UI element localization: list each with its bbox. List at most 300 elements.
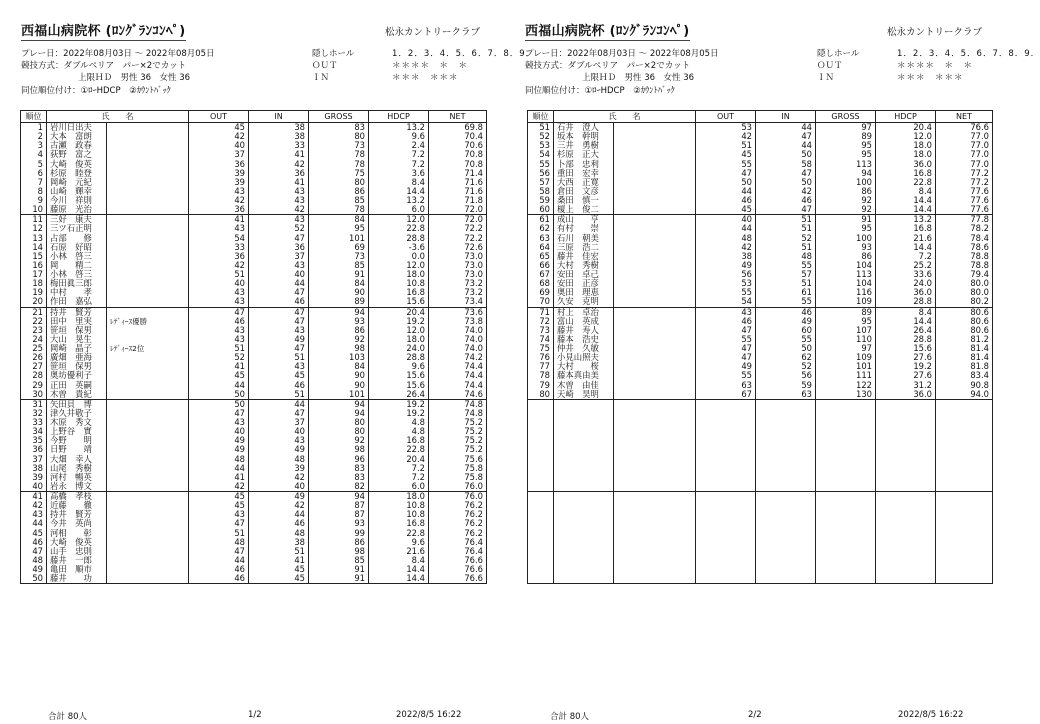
header-net: NET [429, 111, 487, 123]
row-name: 持井 賢芳 [47, 510, 107, 519]
row-net: 81.4 [936, 353, 993, 362]
row-hdcp [876, 464, 936, 473]
row-rank: 58 [528, 187, 554, 196]
row-out: 46 [696, 196, 756, 205]
row-rank: 39 [21, 473, 47, 482]
row-hdcp: 36.0 [876, 160, 936, 169]
row-out: 51 [189, 270, 249, 279]
row-name: 三原 浩二 [554, 243, 614, 252]
row-hdcp: 16.8 [369, 519, 429, 528]
row-hdcp: 10.8 [369, 510, 429, 519]
row-out: 40 [189, 141, 249, 150]
row-net: 94.0 [936, 390, 993, 400]
row-hdcp [876, 547, 936, 556]
handicap-limit: 上限ＨＤ 男性 36 女性 36 [78, 73, 191, 83]
row-note [107, 371, 189, 380]
row-note [614, 565, 696, 574]
row-name: 奥田 理恵 [554, 288, 614, 297]
row-note [614, 390, 696, 400]
row-out: 54 [696, 297, 756, 307]
row-hdcp [876, 491, 936, 501]
row-net [936, 418, 993, 427]
row-gross: 91 [309, 565, 369, 574]
hidden-holes-in-label: ＩＮ [817, 73, 835, 83]
row-note [614, 454, 696, 463]
row-out: 47 [189, 519, 249, 528]
row-in: 47 [249, 307, 309, 317]
row-gross: 78 [309, 160, 369, 169]
row-out [696, 473, 756, 482]
row-rank: 62 [528, 224, 554, 233]
row-name [554, 482, 614, 492]
row-net: 74.8 [429, 399, 487, 409]
row-rank: 33 [21, 418, 47, 427]
row-net: 81.8 [936, 362, 993, 371]
row-hdcp [876, 454, 936, 463]
row-gross: 69 [309, 243, 369, 252]
row-rank [528, 556, 554, 565]
row-note [614, 160, 696, 169]
row-note [107, 510, 189, 519]
row-hdcp: 9.6 [369, 538, 429, 547]
row-rank: 51 [528, 123, 554, 133]
table-row [528, 574, 993, 584]
row-gross: 109 [816, 297, 876, 307]
row-net [936, 454, 993, 463]
row-rank: 61 [528, 215, 554, 225]
row-note [107, 362, 189, 371]
row-gross: 94 [309, 307, 369, 317]
row-name: 有村 崇 [554, 224, 614, 233]
row-name: 大山 晃生 [47, 335, 107, 344]
row-net: 70.6 [429, 141, 487, 150]
row-hdcp: 14.4 [876, 317, 936, 326]
row-gross: 98 [309, 547, 369, 556]
row-out: 47 [696, 344, 756, 353]
row-out [696, 464, 756, 473]
row-gross: 104 [816, 261, 876, 270]
row-out: 54 [189, 234, 249, 243]
row-in: 36 [249, 169, 309, 178]
row-out: 43 [189, 224, 249, 233]
row-out: 38 [696, 252, 756, 261]
row-name [554, 565, 614, 574]
row-gross: 80 [309, 132, 369, 141]
row-net: 74.4 [429, 381, 487, 390]
header-out: OUT [189, 111, 249, 123]
hidden-holes-out-label: ＯＵＴ [312, 61, 338, 71]
row-hdcp: 12.0 [369, 326, 429, 335]
row-gross: 94 [309, 492, 369, 502]
row-net: 73.0 [429, 252, 487, 261]
hidden-holes-out-marks: ＊＊＊＊ ＊ ＊ [897, 61, 974, 71]
row-note [614, 409, 696, 418]
row-in: 44 [249, 279, 309, 288]
row-out: 46 [696, 317, 756, 326]
row-out: 40 [189, 427, 249, 436]
table-row [528, 547, 993, 556]
row-net: 74.0 [429, 344, 487, 353]
row-out: 53 [696, 123, 756, 133]
header-rank: 順位 [528, 111, 554, 123]
row-note [107, 196, 189, 205]
row-gross [816, 501, 876, 510]
row-gross: 91 [309, 270, 369, 279]
row-rank: 16 [21, 261, 47, 270]
row-gross: 73 [309, 141, 369, 150]
row-net: 76.0 [429, 492, 487, 502]
row-name: 奥坊優利子 [47, 371, 107, 380]
row-in: 55 [756, 335, 816, 344]
row-out: 36 [189, 252, 249, 261]
row-hdcp: 19.2 [876, 362, 936, 371]
row-name: 作田 嘉弘 [47, 297, 107, 307]
row-name: 大村 秀樹 [554, 261, 614, 270]
row-note [614, 196, 696, 205]
row-note [614, 501, 696, 510]
row-name [554, 491, 614, 501]
table-row [528, 427, 993, 436]
row-gross [816, 565, 876, 574]
row-hdcp: 13.2 [369, 196, 429, 205]
row-name: 村上 卓治 [554, 307, 614, 317]
row-hdcp: 15.6 [369, 371, 429, 380]
row-net: 77.0 [936, 150, 993, 159]
row-out: 49 [189, 436, 249, 445]
row-in: 38 [249, 132, 309, 141]
row-in: 48 [249, 529, 309, 538]
row-gross: 116 [816, 288, 876, 297]
row-rank: 65 [528, 252, 554, 261]
row-rank: 80 [528, 390, 554, 400]
row-net [936, 510, 993, 519]
row-name: 大崎 俊英 [47, 538, 107, 547]
row-rank: 12 [21, 224, 47, 233]
row-gross [816, 482, 876, 492]
row-hdcp [876, 537, 936, 546]
row-gross: 85 [309, 556, 369, 565]
row-name: 古瀬 政春 [47, 141, 107, 150]
row-name: 岩永 博文 [47, 482, 107, 492]
row-rank: 73 [528, 326, 554, 335]
row-note [107, 335, 189, 344]
row-out [696, 519, 756, 528]
row-gross: 82 [309, 482, 369, 492]
row-name: 杉原 正大 [554, 150, 614, 159]
row-net: 73.0 [429, 261, 487, 270]
row-name: 今川 祥則 [47, 196, 107, 205]
row-name: 中村 孝 [47, 288, 107, 297]
row-hdcp: 9.6 [369, 132, 429, 141]
row-in: 62 [756, 353, 816, 362]
row-rank [528, 491, 554, 501]
table-row [528, 482, 993, 492]
row-out: 67 [696, 390, 756, 400]
row-gross: 90 [309, 381, 369, 390]
row-gross: 103 [309, 353, 369, 362]
row-out [696, 436, 756, 445]
row-name: 石原 好昭 [47, 243, 107, 252]
row-gross: 130 [816, 390, 876, 400]
row-name: 倉田 文彦 [554, 187, 614, 196]
row-in: 36 [249, 243, 309, 252]
row-in: 45 [249, 371, 309, 380]
row-gross [816, 537, 876, 546]
row-hdcp: 28.8 [369, 353, 429, 362]
row-note [107, 150, 189, 159]
row-rank: 66 [528, 261, 554, 270]
row-in: 44 [249, 399, 309, 409]
row-gross: 98 [309, 344, 369, 353]
row-rank [528, 427, 554, 436]
row-rank [528, 436, 554, 445]
row-hdcp: 22.8 [369, 529, 429, 538]
row-out: 43 [189, 335, 249, 344]
row-hdcp: 12.0 [369, 215, 429, 225]
row-net: 70.4 [429, 132, 487, 141]
row-out [696, 547, 756, 556]
row-gross: 98 [309, 445, 369, 454]
row-name [554, 501, 614, 510]
row-note [107, 473, 189, 482]
row-rank: 26 [21, 353, 47, 362]
row-out: 44 [189, 556, 249, 565]
row-gross: 73 [309, 252, 369, 261]
row-note [107, 418, 189, 427]
row-rank: 74 [528, 335, 554, 344]
row-hdcp: 28.8 [876, 335, 936, 344]
table-header-row [528, 111, 993, 123]
row-net: 78.6 [936, 243, 993, 252]
row-in: 43 [249, 196, 309, 205]
row-gross: 86 [309, 538, 369, 547]
row-net: 79.4 [936, 270, 993, 279]
row-in: 40 [249, 427, 309, 436]
row-rank [528, 510, 554, 519]
row-hdcp: 15.6 [369, 297, 429, 307]
row-in: 33 [249, 141, 309, 150]
row-out: 50 [189, 399, 249, 409]
row-gross [816, 574, 876, 584]
row-out: 52 [189, 353, 249, 362]
row-in: 55 [756, 261, 816, 270]
row-note [614, 399, 696, 409]
row-in [756, 501, 816, 510]
row-gross [816, 464, 876, 473]
row-name: 木曽 由佳 [554, 381, 614, 390]
row-in: 40 [249, 270, 309, 279]
row-net: 76.0 [429, 482, 487, 492]
row-in: 50 [756, 344, 816, 353]
row-name: 藤井 佳宏 [554, 252, 614, 261]
row-name [554, 436, 614, 445]
row-out: 55 [696, 335, 756, 344]
row-note [614, 234, 696, 243]
row-hdcp: 18.0 [369, 270, 429, 279]
row-in: 46 [249, 519, 309, 528]
row-note [107, 455, 189, 464]
row-net: 80.0 [936, 288, 993, 297]
row-gross: 89 [816, 307, 876, 317]
row-gross: 85 [309, 196, 369, 205]
row-net: 76.2 [429, 510, 487, 519]
row-rank [528, 537, 554, 546]
row-rank: 36 [21, 445, 47, 454]
row-in: 47 [249, 234, 309, 243]
row-net: 72.6 [429, 243, 487, 252]
row-out: 42 [696, 243, 756, 252]
row-rank [528, 547, 554, 556]
row-gross [816, 510, 876, 519]
row-net: 77.0 [936, 160, 993, 169]
row-rank [528, 399, 554, 409]
row-in: 42 [756, 187, 816, 196]
row-gross: 80 [309, 418, 369, 427]
row-name: 笹垣 保男 [47, 362, 107, 371]
row-hdcp: 20.4 [876, 123, 936, 133]
row-gross: 87 [309, 501, 369, 510]
row-out: 47 [189, 409, 249, 418]
row-rank: 27 [21, 362, 47, 371]
row-in: 51 [249, 547, 309, 556]
row-out: 46 [189, 565, 249, 574]
row-in [756, 482, 816, 492]
row-rank: 37 [21, 455, 47, 464]
row-rank: 11 [21, 215, 47, 225]
row-rank: 7 [21, 178, 47, 187]
row-out: 36 [189, 205, 249, 215]
row-hdcp: 14.4 [369, 574, 429, 584]
row-out: 49 [696, 362, 756, 371]
row-out: 40 [696, 215, 756, 225]
row-out: 43 [189, 288, 249, 297]
row-out: 48 [696, 234, 756, 243]
row-rank: 31 [21, 399, 47, 409]
row-note [614, 418, 696, 427]
row-note [614, 187, 696, 196]
row-hdcp: 18.0 [369, 335, 429, 344]
row-gross: 91 [816, 215, 876, 225]
hidden-holes-in-label: ＩＮ [312, 73, 330, 83]
row-gross [816, 473, 876, 482]
row-in: 47 [756, 132, 816, 141]
row-gross [816, 556, 876, 565]
row-name: 岡崎 晶子 [47, 344, 107, 353]
row-out: 55 [696, 371, 756, 380]
club-name: 松永カントリークラブ [384, 27, 480, 38]
row-note [107, 574, 189, 584]
row-gross: 97 [816, 123, 876, 133]
row-gross: 83 [309, 123, 369, 133]
row-hdcp: 13.2 [369, 123, 429, 133]
row-in: 52 [249, 224, 309, 233]
row-net: 77.6 [936, 196, 993, 205]
row-net: 75.2 [429, 427, 487, 436]
row-net [936, 464, 993, 473]
row-name: 仲井 久敏 [554, 344, 614, 353]
row-in: 41 [249, 178, 309, 187]
row-in: 43 [249, 326, 309, 335]
row-hdcp [876, 519, 936, 528]
row-name [554, 418, 614, 427]
table-row [528, 464, 993, 473]
row-rank [528, 482, 554, 492]
row-rank: 1 [21, 123, 47, 133]
row-in [756, 510, 816, 519]
row-rank: 45 [21, 529, 47, 538]
row-gross: 93 [309, 519, 369, 528]
row-note [107, 445, 189, 454]
row-rank: 70 [528, 297, 554, 307]
row-note [107, 224, 189, 233]
row-hdcp: 20.4 [369, 455, 429, 464]
row-gross: 86 [816, 252, 876, 261]
row-note [614, 473, 696, 482]
row-hdcp: 7.2 [369, 150, 429, 159]
row-hdcp: 12.0 [876, 132, 936, 141]
row-note [107, 160, 189, 169]
row-hdcp: 26.4 [876, 326, 936, 335]
row-note [107, 427, 189, 436]
row-in: 38 [249, 538, 309, 547]
row-net: 81.2 [936, 335, 993, 344]
table-row [528, 454, 993, 463]
row-in [756, 464, 816, 473]
row-name: 河村 暢英 [47, 473, 107, 482]
row-gross [816, 491, 876, 501]
row-in: 43 [249, 215, 309, 225]
row-name: 石井 澄人 [554, 123, 614, 133]
row-rank: 79 [528, 381, 554, 390]
total-players: 合計 80人 [48, 712, 88, 722]
row-note [614, 427, 696, 436]
row-hdcp: 25.2 [876, 261, 936, 270]
row-in: 56 [756, 371, 816, 380]
row-net [936, 427, 993, 436]
row-out: 42 [189, 261, 249, 270]
row-in: 44 [756, 141, 816, 150]
row-rank: 38 [21, 464, 47, 473]
row-rank: 53 [528, 141, 554, 150]
row-name: 小見山照夫 [554, 353, 614, 362]
row-name: 杉原 睦登 [47, 169, 107, 178]
row-rank: 48 [21, 556, 47, 565]
header-name: 氏 名 [554, 111, 696, 123]
row-out: 41 [189, 362, 249, 371]
row-net [936, 574, 993, 584]
row-hdcp: 18.0 [369, 492, 429, 502]
row-name: 大西 正寛 [554, 178, 614, 187]
row-gross [816, 519, 876, 528]
row-name: 藤本 浩史 [554, 335, 614, 344]
row-rank: 54 [528, 150, 554, 159]
row-rank: 15 [21, 252, 47, 261]
row-in [756, 556, 816, 565]
row-gross: 113 [816, 160, 876, 169]
row-out: 56 [696, 270, 756, 279]
row-note [614, 482, 696, 492]
row-note [107, 123, 189, 133]
row-note [614, 371, 696, 380]
row-rank: 20 [21, 297, 47, 307]
row-in: 51 [756, 224, 816, 233]
row-net: 90.8 [936, 381, 993, 390]
row-hdcp [876, 528, 936, 537]
hidden-holes-numbers: 1．2．3．4．5．6．7．8．9． [392, 49, 536, 59]
row-in: 57 [756, 270, 816, 279]
row-rank: 43 [21, 510, 47, 519]
row-net: 78.4 [936, 234, 993, 243]
